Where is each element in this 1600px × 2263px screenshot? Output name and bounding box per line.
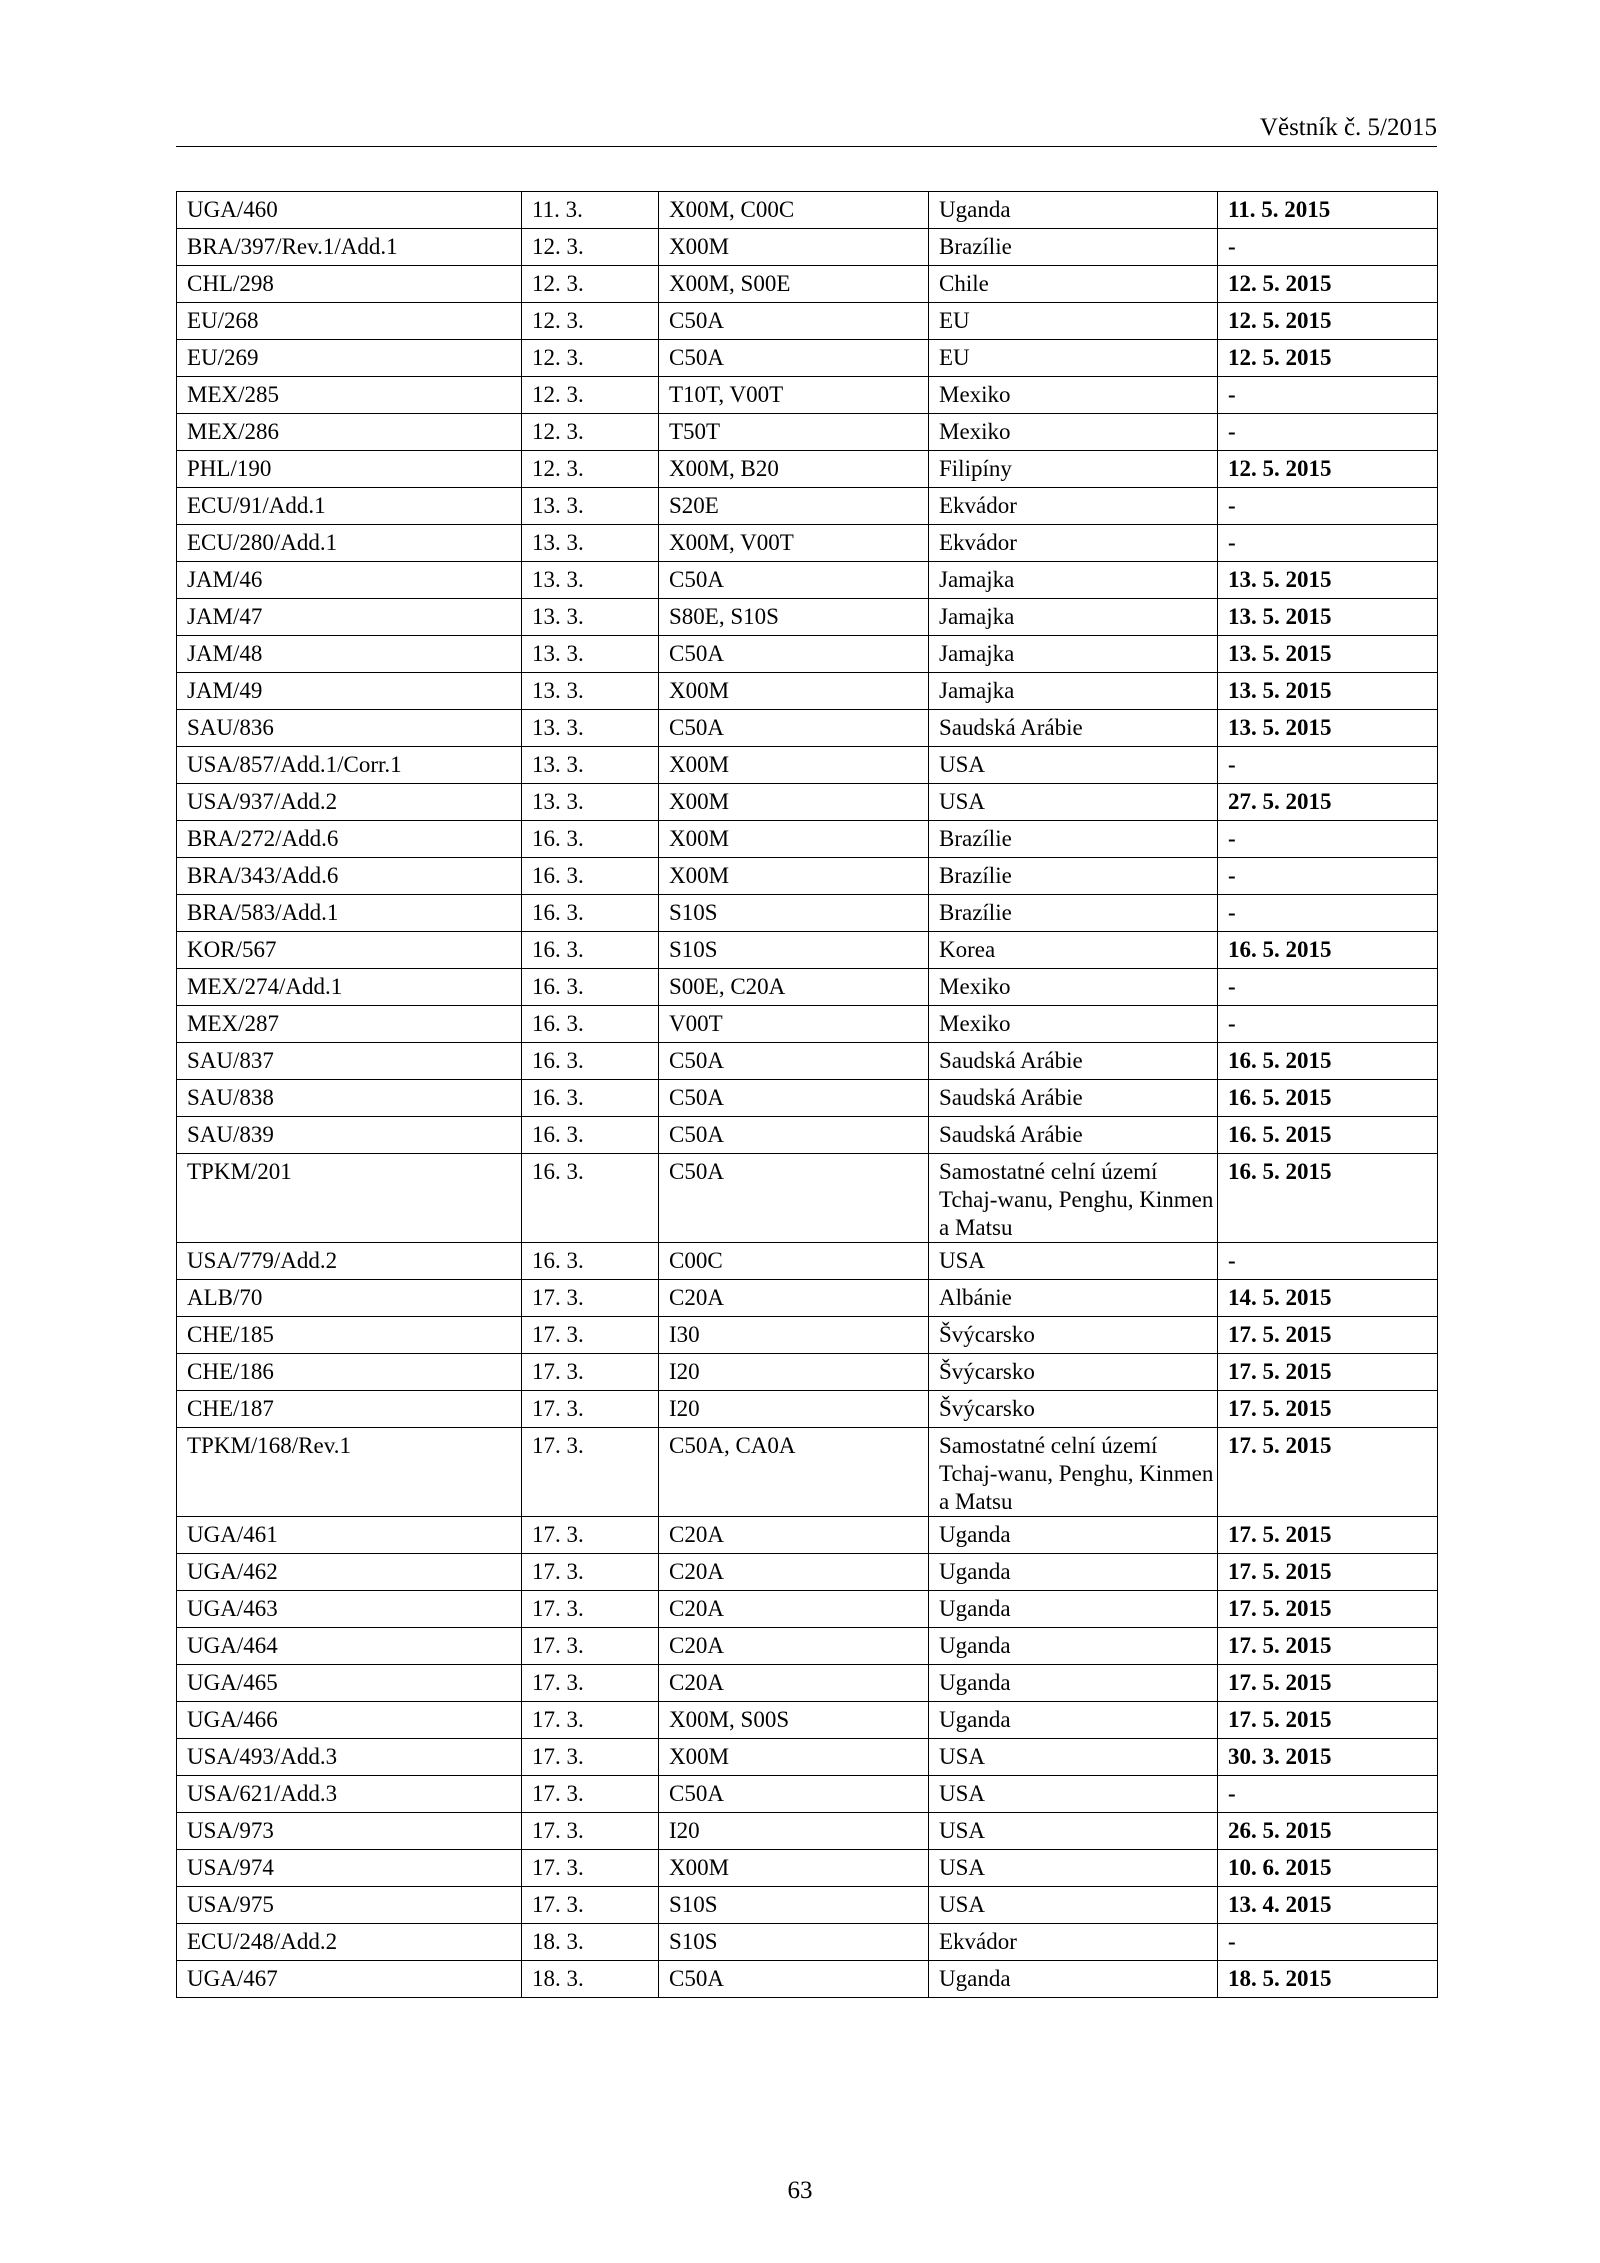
product-code-cell: C20A [659, 1554, 929, 1591]
document-symbol-cell: USA/621/Add.3 [177, 1776, 522, 1813]
document-symbol-cell: TPKM/201 [177, 1154, 522, 1243]
document-symbol-cell: MEX/286 [177, 414, 522, 451]
member-country-cell: USA [929, 1739, 1218, 1776]
table-row [177, 1554, 1438, 1591]
notification-date-cell: 13. 3. [522, 599, 659, 636]
comment-deadline-cell: 16. 5. 2015 [1218, 932, 1438, 969]
comment-deadline-cell: - [1218, 229, 1438, 266]
page-number: 63 [787, 2177, 813, 2204]
notification-date-cell: 13. 3. [522, 488, 659, 525]
comment-deadline-cell: 10. 6. 2015 [1218, 1850, 1438, 1887]
notification-date-cell: 16. 3. [522, 895, 659, 932]
member-country-cell: Albánie [929, 1280, 1218, 1317]
member-country-cell: Mexiko [929, 969, 1218, 1006]
table-row [177, 1354, 1438, 1391]
table-row [177, 1428, 1438, 1517]
comment-deadline-cell: 13. 5. 2015 [1218, 562, 1438, 599]
comment-deadline-cell: 13. 5. 2015 [1218, 673, 1438, 710]
notification-date-cell: 16. 3. [522, 1043, 659, 1080]
comment-deadline-cell: 17. 5. 2015 [1218, 1591, 1438, 1628]
member-country-cell: Chile [929, 266, 1218, 303]
journal-title: Věstník č. 5/2015 [1259, 114, 1437, 141]
comment-deadline-cell: 14. 5. 2015 [1218, 1280, 1438, 1317]
notification-date-cell: 17. 3. [522, 1591, 659, 1628]
comment-deadline-cell: - [1218, 747, 1438, 784]
member-country-cell: Uganda [929, 1591, 1218, 1628]
comment-deadline-cell: 17. 5. 2015 [1218, 1665, 1438, 1702]
member-country-cell: USA [929, 747, 1218, 784]
comment-deadline-cell: 13. 4. 2015 [1218, 1887, 1438, 1924]
table-row [177, 525, 1438, 562]
member-country-cell: USA [929, 1243, 1218, 1280]
comment-deadline-cell: 17. 5. 2015 [1218, 1628, 1438, 1665]
document-symbol-cell: ECU/280/Add.1 [177, 525, 522, 562]
document-symbol-cell: CHE/187 [177, 1391, 522, 1428]
table-row [177, 1665, 1438, 1702]
table-row [177, 1080, 1438, 1117]
comment-deadline-cell: 17. 5. 2015 [1218, 1554, 1438, 1591]
notification-date-cell: 17. 3. [522, 1813, 659, 1850]
member-country-cell: Saudská Arábie [929, 710, 1218, 747]
member-country-cell: Brazílie [929, 858, 1218, 895]
product-code-cell: C20A [659, 1591, 929, 1628]
product-code-cell: T10T, V00T [659, 377, 929, 414]
member-country-cell: Mexiko [929, 1006, 1218, 1043]
notification-date-cell: 16. 3. [522, 1080, 659, 1117]
notification-date-cell: 16. 3. [522, 1243, 659, 1280]
document-symbol-cell: UGA/464 [177, 1628, 522, 1665]
notification-date-cell: 17. 3. [522, 1391, 659, 1428]
table-row [177, 488, 1438, 525]
document-symbol-cell: PHL/190 [177, 451, 522, 488]
product-code-cell: X00M [659, 1739, 929, 1776]
document-symbol-cell: USA/493/Add.3 [177, 1739, 522, 1776]
comment-deadline-cell: 27. 5. 2015 [1218, 784, 1438, 821]
product-code-cell: X00M, C00C [659, 192, 929, 229]
comment-deadline-cell: - [1218, 1924, 1438, 1961]
document-symbol-cell: JAM/46 [177, 562, 522, 599]
document-symbol-cell: BRA/583/Add.1 [177, 895, 522, 932]
product-code-cell: X00M [659, 229, 929, 266]
table-row [177, 1739, 1438, 1776]
product-code-cell: X00M, S00E [659, 266, 929, 303]
notification-date-cell: 13. 3. [522, 636, 659, 673]
comment-deadline-cell: 17. 5. 2015 [1218, 1428, 1438, 1517]
member-country-cell: Korea [929, 932, 1218, 969]
comment-deadline-cell: - [1218, 1776, 1438, 1813]
notification-date-cell: 17. 3. [522, 1517, 659, 1554]
document-symbol-cell: CHE/186 [177, 1354, 522, 1391]
product-code-cell: X00M [659, 858, 929, 895]
document-symbol-cell: UGA/465 [177, 1665, 522, 1702]
document-symbol-cell: BRA/397/Rev.1/Add.1 [177, 229, 522, 266]
table-row [177, 1317, 1438, 1354]
member-country-cell: Uganda [929, 1961, 1218, 1998]
document-symbol-cell: TPKM/168/Rev.1 [177, 1428, 522, 1517]
comment-deadline-cell: 17. 5. 2015 [1218, 1317, 1438, 1354]
document-symbol-cell: SAU/839 [177, 1117, 522, 1154]
notification-date-cell: 16. 3. [522, 821, 659, 858]
table-row [177, 1850, 1438, 1887]
product-code-cell: S10S [659, 932, 929, 969]
document-symbol-cell: EU/268 [177, 303, 522, 340]
product-code-cell: C50A [659, 636, 929, 673]
product-code-cell: X00M [659, 673, 929, 710]
member-country-cell: USA [929, 1887, 1218, 1924]
comment-deadline-cell: 13. 5. 2015 [1218, 636, 1438, 673]
product-code-cell: X00M [659, 747, 929, 784]
document-symbol-cell: UGA/461 [177, 1517, 522, 1554]
table-row [177, 599, 1438, 636]
document-symbol-cell: MEX/285 [177, 377, 522, 414]
notification-date-cell: 13. 3. [522, 562, 659, 599]
document-symbol-cell: EU/269 [177, 340, 522, 377]
document-symbol-cell: USA/779/Add.2 [177, 1243, 522, 1280]
notification-date-cell: 13. 3. [522, 673, 659, 710]
document-symbol-cell: CHE/185 [177, 1317, 522, 1354]
table-row [177, 1776, 1438, 1813]
table-row [177, 1391, 1438, 1428]
document-symbol-cell: JAM/48 [177, 636, 522, 673]
notification-date-cell: 16. 3. [522, 1117, 659, 1154]
notification-date-cell: 12. 3. [522, 266, 659, 303]
document-symbol-cell: SAU/836 [177, 710, 522, 747]
notification-date-cell: 18. 3. [522, 1924, 659, 1961]
product-code-cell: C20A [659, 1280, 929, 1317]
product-code-cell: X00M, B20 [659, 451, 929, 488]
table-row [177, 229, 1438, 266]
table-row [177, 1280, 1438, 1317]
comment-deadline-cell: 16. 5. 2015 [1218, 1080, 1438, 1117]
comment-deadline-cell: 12. 5. 2015 [1218, 451, 1438, 488]
notification-date-cell: 17. 3. [522, 1554, 659, 1591]
comment-deadline-cell: 16. 5. 2015 [1218, 1043, 1438, 1080]
table-row [177, 1043, 1438, 1080]
member-country-cell: Švýcarsko [929, 1391, 1218, 1428]
table-row [177, 303, 1438, 340]
document-symbol-cell: BRA/272/Add.6 [177, 821, 522, 858]
product-code-cell: C20A [659, 1665, 929, 1702]
product-code-cell: I20 [659, 1813, 929, 1850]
table-row [177, 636, 1438, 673]
table-row [177, 340, 1438, 377]
product-code-cell: S10S [659, 1924, 929, 1961]
member-country-cell: Uganda [929, 1554, 1218, 1591]
document-symbol-cell: UGA/463 [177, 1591, 522, 1628]
comment-deadline-cell: 17. 5. 2015 [1218, 1702, 1438, 1739]
product-code-cell: C50A [659, 1961, 929, 1998]
comment-deadline-cell: - [1218, 821, 1438, 858]
member-country-cell: Uganda [929, 1665, 1218, 1702]
comment-deadline-cell: - [1218, 1006, 1438, 1043]
member-country-cell: Jamajka [929, 562, 1218, 599]
member-country-cell: Mexiko [929, 414, 1218, 451]
table-row [177, 784, 1438, 821]
document-symbol-cell: USA/975 [177, 1887, 522, 1924]
document-symbol-cell: UGA/460 [177, 192, 522, 229]
notification-date-cell: 17. 3. [522, 1280, 659, 1317]
comment-deadline-cell: 13. 5. 2015 [1218, 710, 1438, 747]
product-code-cell: C50A [659, 303, 929, 340]
table-row [177, 1961, 1438, 1998]
notification-date-cell: 16. 3. [522, 969, 659, 1006]
member-country-cell: Uganda [929, 1702, 1218, 1739]
member-country-cell: Mexiko [929, 377, 1218, 414]
comment-deadline-cell: - [1218, 1243, 1438, 1280]
product-code-cell: C50A [659, 1154, 929, 1243]
document-symbol-cell: JAM/49 [177, 673, 522, 710]
notification-date-cell: 12. 3. [522, 414, 659, 451]
document-symbol-cell: USA/857/Add.1/Corr.1 [177, 747, 522, 784]
table-row [177, 1887, 1438, 1924]
member-country-cell: Saudská Arábie [929, 1043, 1218, 1080]
table-row [177, 932, 1438, 969]
comment-deadline-cell: 26. 5. 2015 [1218, 1813, 1438, 1850]
document-symbol-cell: JAM/47 [177, 599, 522, 636]
table-row [177, 821, 1438, 858]
notification-date-cell: 13. 3. [522, 710, 659, 747]
document-symbol-cell: SAU/837 [177, 1043, 522, 1080]
table-row [177, 1813, 1438, 1850]
comment-deadline-cell: - [1218, 525, 1438, 562]
table-row [177, 377, 1438, 414]
comment-deadline-cell: 13. 5. 2015 [1218, 599, 1438, 636]
product-code-cell: T50T [659, 414, 929, 451]
member-country-cell: USA [929, 1776, 1218, 1813]
member-country-cell: Ekvádor [929, 525, 1218, 562]
product-code-cell: V00T [659, 1006, 929, 1043]
table-row [177, 1006, 1438, 1043]
table-row [177, 710, 1438, 747]
document-symbol-cell: UGA/467 [177, 1961, 522, 1998]
notification-date-cell: 17. 3. [522, 1739, 659, 1776]
member-country-cell: Ekvádor [929, 488, 1218, 525]
notification-date-cell: 16. 3. [522, 1154, 659, 1243]
member-country-cell: Uganda [929, 1517, 1218, 1554]
product-code-cell: C50A [659, 1117, 929, 1154]
document-symbol-cell: KOR/567 [177, 932, 522, 969]
notification-date-cell: 11. 3. [522, 192, 659, 229]
member-country-cell: Saudská Arábie [929, 1117, 1218, 1154]
notification-date-cell: 12. 3. [522, 451, 659, 488]
product-code-cell: C50A [659, 1776, 929, 1813]
product-code-cell: I20 [659, 1391, 929, 1428]
member-country-cell: Samostatné celní území Tchaj-wanu, Penghu, Kinmen a Matsu [929, 1154, 1218, 1243]
document-symbol-cell: MEX/287 [177, 1006, 522, 1043]
product-code-cell: C20A [659, 1517, 929, 1554]
member-country-cell: Uganda [929, 192, 1218, 229]
notification-date-cell: 12. 3. [522, 229, 659, 266]
table-row [177, 1702, 1438, 1739]
notification-date-cell: 16. 3. [522, 932, 659, 969]
product-code-cell: I30 [659, 1317, 929, 1354]
notification-date-cell: 17. 3. [522, 1665, 659, 1702]
document-symbol-cell: UGA/466 [177, 1702, 522, 1739]
comment-deadline-cell: 17. 5. 2015 [1218, 1517, 1438, 1554]
document-symbol-cell: UGA/462 [177, 1554, 522, 1591]
table-row [177, 673, 1438, 710]
product-code-cell: S10S [659, 895, 929, 932]
comment-deadline-cell: - [1218, 377, 1438, 414]
document-symbol-cell: MEX/274/Add.1 [177, 969, 522, 1006]
member-country-cell: EU [929, 303, 1218, 340]
notification-date-cell: 18. 3. [522, 1961, 659, 1998]
page-header [176, 110, 1437, 147]
notification-date-cell: 17. 3. [522, 1776, 659, 1813]
table-row [177, 1517, 1438, 1554]
document-symbol-cell: USA/937/Add.2 [177, 784, 522, 821]
product-code-cell: X00M, S00S [659, 1702, 929, 1739]
member-country-cell: Brazílie [929, 229, 1218, 266]
product-code-cell: S20E [659, 488, 929, 525]
product-code-cell: X00M [659, 821, 929, 858]
document-symbol-cell: ECU/248/Add.2 [177, 1924, 522, 1961]
member-country-cell: Saudská Arábie [929, 1080, 1218, 1117]
document-symbol-cell: CHL/298 [177, 266, 522, 303]
member-country-cell: Brazílie [929, 821, 1218, 858]
document-symbol-cell: ALB/70 [177, 1280, 522, 1317]
member-country-cell: Uganda [929, 1628, 1218, 1665]
notification-date-cell: 16. 3. [522, 858, 659, 895]
comment-deadline-cell: - [1218, 858, 1438, 895]
comment-deadline-cell: 16. 5. 2015 [1218, 1154, 1438, 1243]
table-row [177, 266, 1438, 303]
notification-table [176, 191, 1438, 1998]
document-symbol-cell: USA/973 [177, 1813, 522, 1850]
comment-deadline-cell: 18. 5. 2015 [1218, 1961, 1438, 1998]
table-row [177, 1117, 1438, 1154]
table-row [177, 969, 1438, 1006]
notification-date-cell: 13. 3. [522, 784, 659, 821]
comment-deadline-cell: 16. 5. 2015 [1218, 1117, 1438, 1154]
table-row [177, 1243, 1438, 1280]
table-row [177, 414, 1438, 451]
notification-date-cell: 12. 3. [522, 303, 659, 340]
member-country-cell: Švýcarsko [929, 1317, 1218, 1354]
notification-date-cell: 17. 3. [522, 1887, 659, 1924]
product-code-cell: C20A [659, 1628, 929, 1665]
member-country-cell: Brazílie [929, 895, 1218, 932]
comment-deadline-cell: 12. 5. 2015 [1218, 340, 1438, 377]
product-code-cell: C50A, CA0A [659, 1428, 929, 1517]
document-symbol-cell: BRA/343/Add.6 [177, 858, 522, 895]
table-row [177, 192, 1438, 229]
member-country-cell: Jamajka [929, 673, 1218, 710]
notification-date-cell: 17. 3. [522, 1428, 659, 1517]
table-row [177, 562, 1438, 599]
product-code-cell: C50A [659, 1080, 929, 1117]
table-row [177, 1591, 1438, 1628]
product-code-cell: C50A [659, 1043, 929, 1080]
comment-deadline-cell: 11. 5. 2015 [1218, 192, 1438, 229]
member-country-cell: Filipíny [929, 451, 1218, 488]
member-country-cell: Ekvádor [929, 1924, 1218, 1961]
table-body [177, 192, 1438, 1998]
comment-deadline-cell: - [1218, 969, 1438, 1006]
comment-deadline-cell: 12. 5. 2015 [1218, 303, 1438, 340]
comment-deadline-cell: - [1218, 488, 1438, 525]
comment-deadline-cell: - [1218, 414, 1438, 451]
product-code-cell: S80E, S10S [659, 599, 929, 636]
table-row [177, 1154, 1438, 1243]
table-row [177, 858, 1438, 895]
product-code-cell: X00M [659, 784, 929, 821]
product-code-cell: S00E, C20A [659, 969, 929, 1006]
table-row [177, 451, 1438, 488]
comment-deadline-cell: 30. 3. 2015 [1218, 1739, 1438, 1776]
comment-deadline-cell: - [1218, 895, 1438, 932]
table-row [177, 1628, 1438, 1665]
comment-deadline-cell: 17. 5. 2015 [1218, 1354, 1438, 1391]
product-code-cell: C50A [659, 562, 929, 599]
product-code-cell: X00M, V00T [659, 525, 929, 562]
notification-date-cell: 13. 3. [522, 525, 659, 562]
member-country-cell: USA [929, 1813, 1218, 1850]
notification-date-cell: 12. 3. [522, 377, 659, 414]
member-country-cell: EU [929, 340, 1218, 377]
notification-date-cell: 12. 3. [522, 340, 659, 377]
product-code-cell: I20 [659, 1354, 929, 1391]
notification-date-cell: 13. 3. [522, 747, 659, 784]
document-symbol-cell: ECU/91/Add.1 [177, 488, 522, 525]
member-country-cell: Jamajka [929, 636, 1218, 673]
notification-date-cell: 17. 3. [522, 1628, 659, 1665]
table-row [177, 895, 1438, 932]
member-country-cell: USA [929, 784, 1218, 821]
notification-date-cell: 17. 3. [522, 1317, 659, 1354]
table-row [177, 747, 1438, 784]
product-code-cell: C00C [659, 1243, 929, 1280]
notification-date-cell: 17. 3. [522, 1702, 659, 1739]
product-code-cell: S10S [659, 1887, 929, 1924]
product-code-cell: C50A [659, 710, 929, 747]
member-country-cell: Samostatné celní území Tchaj-wanu, Penghu, Kinmen a Matsu [929, 1428, 1218, 1517]
member-country-cell: Jamajka [929, 599, 1218, 636]
comment-deadline-cell: 12. 5. 2015 [1218, 266, 1438, 303]
product-code-cell: C50A [659, 340, 929, 377]
document-symbol-cell: SAU/838 [177, 1080, 522, 1117]
notification-date-cell: 17. 3. [522, 1850, 659, 1887]
notification-date-cell: 16. 3. [522, 1006, 659, 1043]
document-symbol-cell: USA/974 [177, 1850, 522, 1887]
member-country-cell: USA [929, 1850, 1218, 1887]
product-code-cell: X00M [659, 1850, 929, 1887]
table-row [177, 1924, 1438, 1961]
member-country-cell: Švýcarsko [929, 1354, 1218, 1391]
notification-date-cell: 17. 3. [522, 1354, 659, 1391]
comment-deadline-cell: 17. 5. 2015 [1218, 1391, 1438, 1428]
